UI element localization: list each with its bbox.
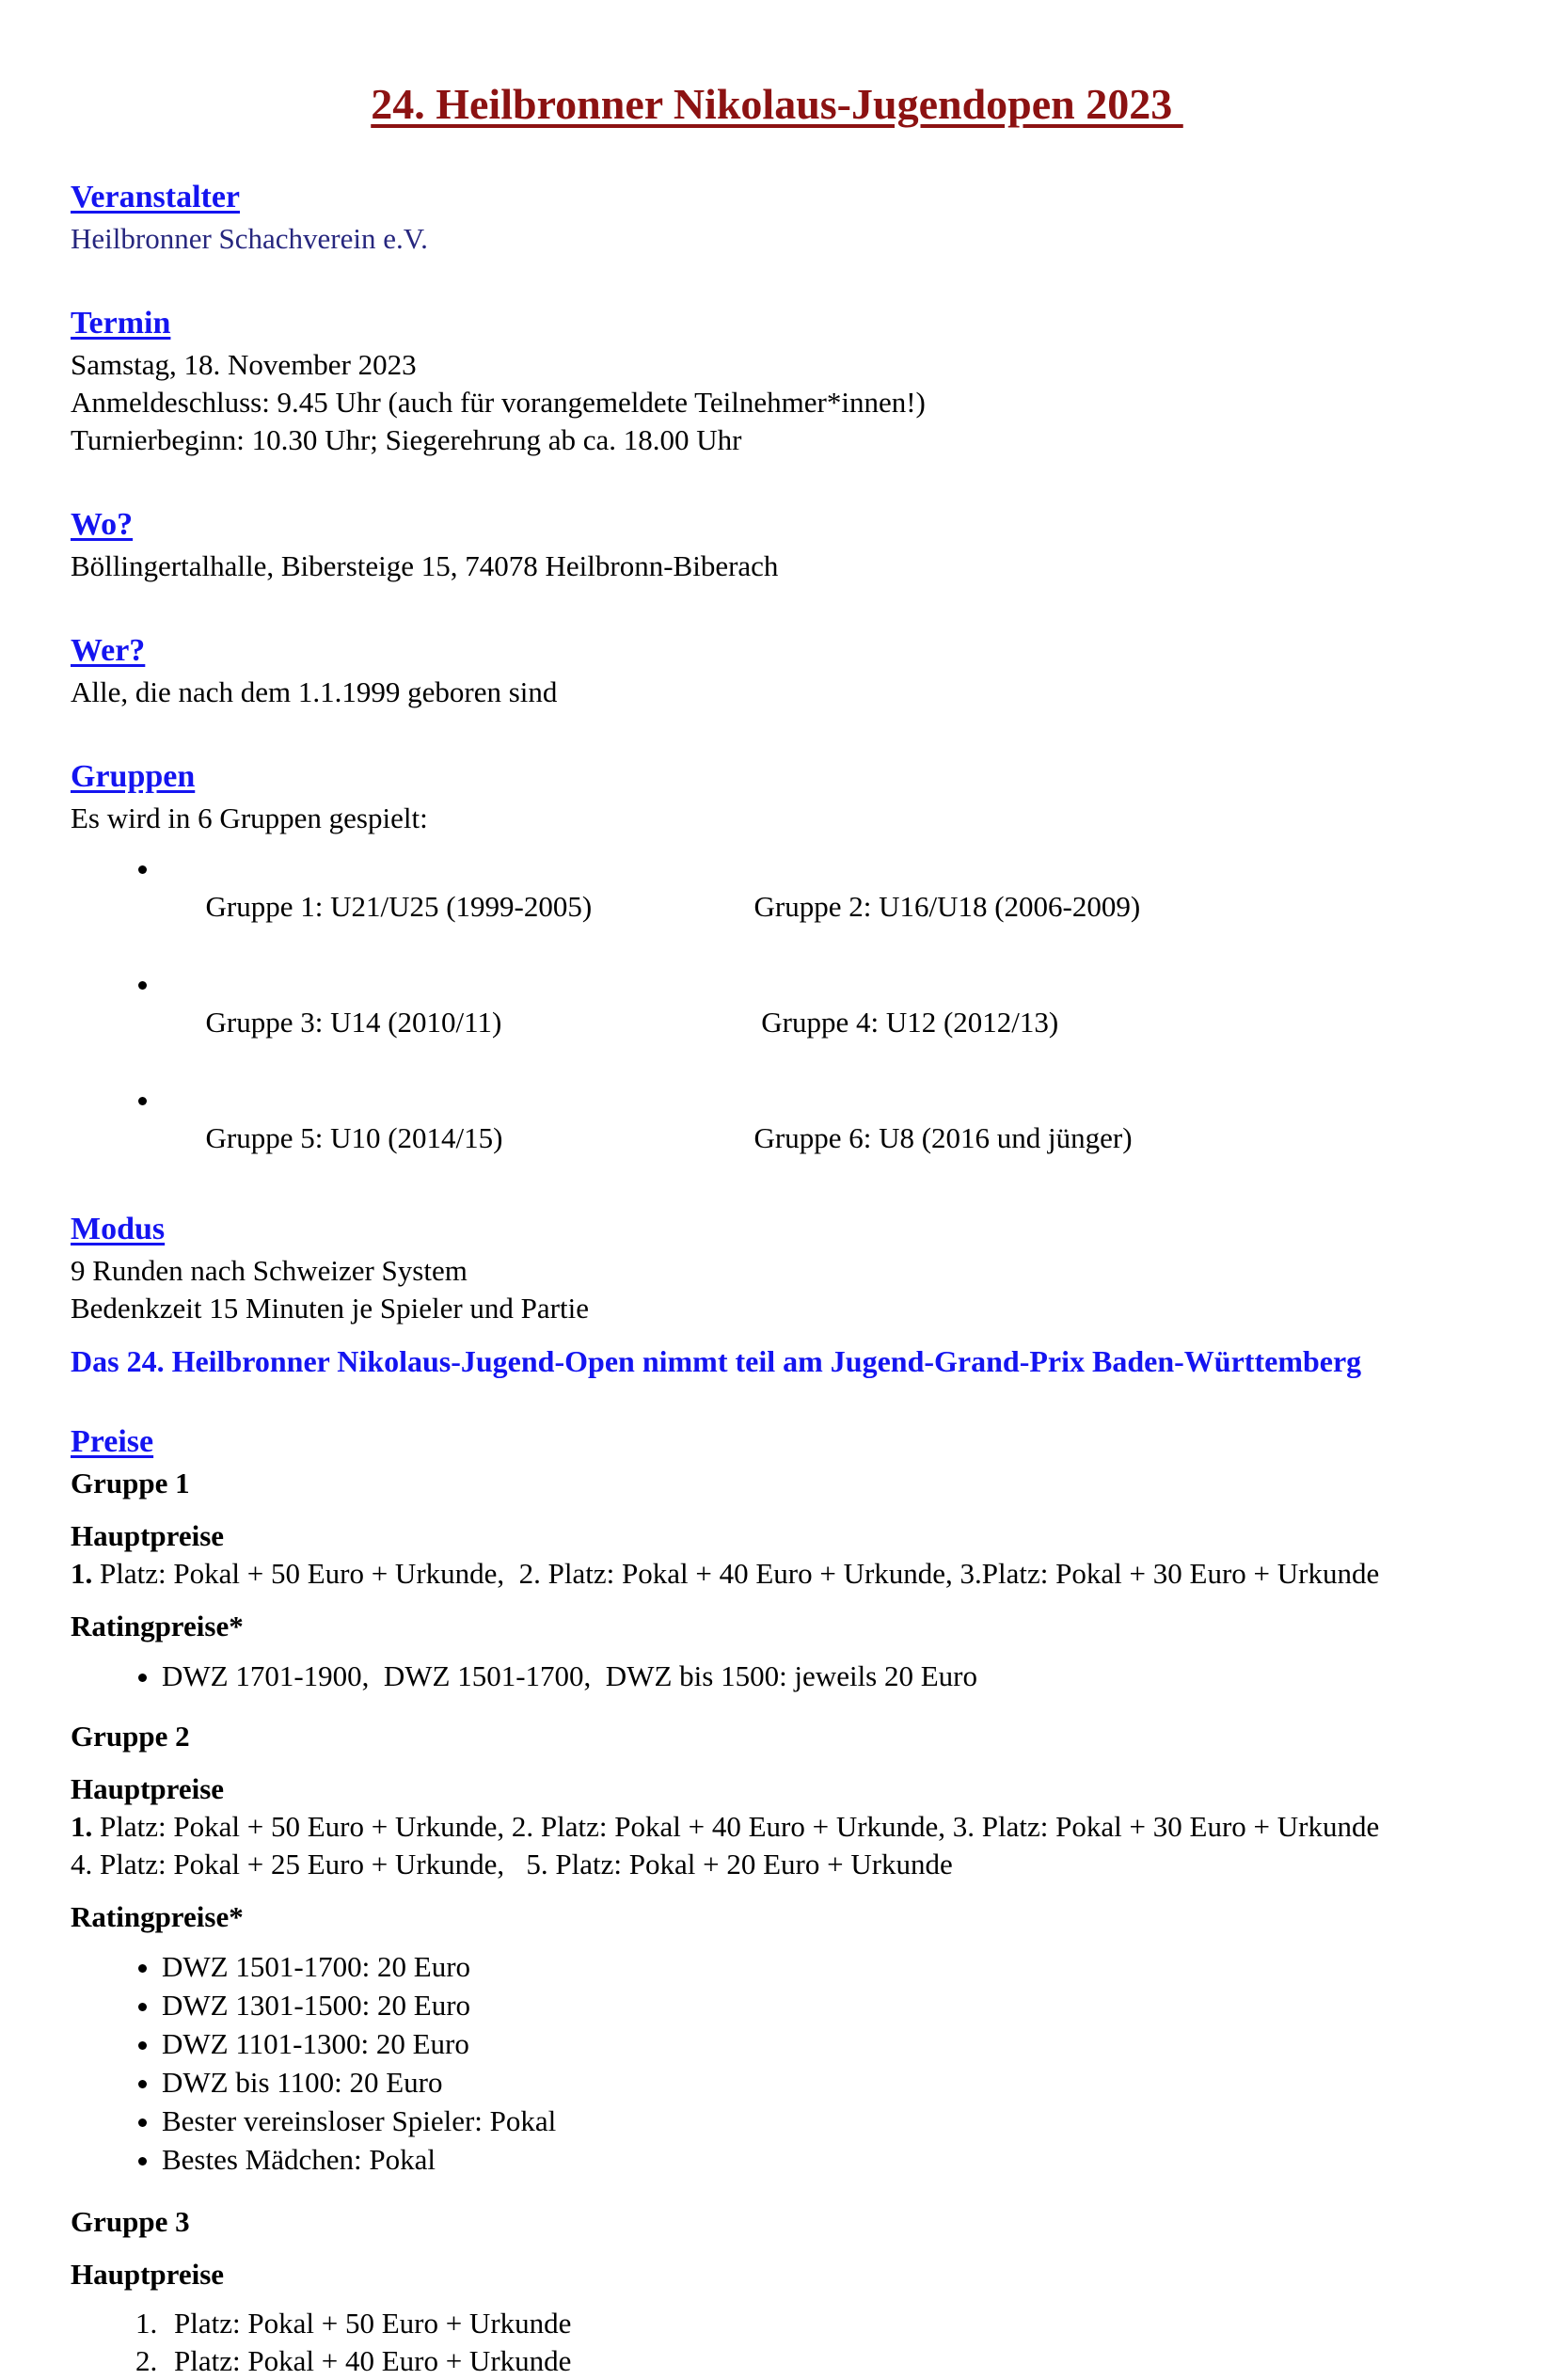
heading-wer: Wer? bbox=[71, 633, 146, 668]
wer-eligibility: Alle, die nach dem 1.1.1999 geboren sind bbox=[71, 675, 558, 708]
gruppe1-ratingpreise-label: Ratingpreise* bbox=[71, 1610, 244, 1642]
gruppe1-hauptpreise-label: Hauptpreise bbox=[71, 1519, 225, 1552]
list-item: • DWZ 1101-1300: 20 Euro bbox=[162, 2024, 1483, 2063]
termin-start-time: Turnierbeginn: 10.30 Uhr; Siegerehrung ab ca. 18.00 Uhr bbox=[71, 423, 742, 456]
list-item bbox=[162, 1080, 1483, 1196]
gruppe-3-label: Gruppe 3: U14 (2010/11) bbox=[205, 1006, 502, 1039]
gruppen-list bbox=[71, 849, 1483, 1196]
gruppe1-first-place-marker: 1. bbox=[71, 1557, 93, 1590]
heading-termin: Termin bbox=[71, 306, 171, 341]
gruppe2-first-place-marker: 1. bbox=[71, 1810, 93, 1843]
list-item bbox=[162, 849, 1483, 964]
gruppe2-hauptpreise-line1 bbox=[71, 1808, 1483, 1846]
gruppe-2-label: Gruppe 2: U16/U18 (2006-2009) bbox=[753, 890, 1141, 923]
heading-modus: Modus bbox=[71, 1212, 166, 1246]
list-item: 1. Platz: Pokal + 50 Euro + Urkunde bbox=[165, 2305, 1483, 2342]
list-item bbox=[162, 964, 1483, 1080]
gruppe-5-label: Gruppe 5: U10 (2014/15) bbox=[205, 1121, 503, 1154]
gruppe-4-label: Gruppe 4: U12 (2012/13) bbox=[753, 1006, 1059, 1039]
gruppe-6-label: Gruppe 6: U8 (2016 und jünger) bbox=[753, 1121, 1133, 1154]
gruppe2-ratingpreise-label: Ratingpreise* bbox=[71, 1900, 244, 1933]
gruppe2-ratingpreise-list bbox=[71, 1947, 1483, 2179]
heading-preise: Preise bbox=[71, 1424, 154, 1459]
gruppe2-title: Gruppe 2 bbox=[71, 1720, 190, 1753]
gruppen-intro: Es wird in 6 Gruppen gespielt: bbox=[71, 801, 428, 834]
list-item: • Bestes Mädchen: Pokal bbox=[162, 2140, 1483, 2179]
gruppe1-ratingpreise-list bbox=[71, 1657, 1483, 1695]
gruppe1-title: Gruppe 1 bbox=[71, 1467, 190, 1499]
gruppe1-hauptpreise-line bbox=[71, 1555, 1483, 1593]
gruppe2-hauptpreise-text: Platz: Pokal + 50 Euro + Urkunde, 2. Platz: Pokal + 40 Euro + Urkunde, 3. Platz: Pokal + 30 Euro + Urkunde bbox=[92, 1810, 1380, 1843]
gruppe3-hauptpreise-label: Hauptpreise bbox=[71, 2258, 225, 2291]
list-item: • Bester vereinsloser Spieler: Pokal bbox=[162, 2102, 1483, 2140]
list-item: • DWZ 1701-1900, DWZ 1501-1700, DWZ bis 1500: jeweils 20 Euro bbox=[162, 1657, 1483, 1695]
gruppe2-hauptpreise-line2: 4. Platz: Pokal + 25 Euro + Urkunde, 5. Platz: Pokal + 20 Euro + Urkunde bbox=[71, 1848, 953, 1880]
modus-rounds: 9 Runden nach Schweizer System bbox=[71, 1254, 468, 1287]
heading-gruppen: Gruppen bbox=[71, 759, 196, 794]
gruppe2-hauptpreise-label: Hauptpreise bbox=[71, 1772, 225, 1805]
gruppe3-hauptpreise-list bbox=[71, 2305, 1483, 2380]
veranstalter-body: Heilbronner Schachverein e.V. bbox=[71, 222, 428, 255]
termin-registration-deadline: Anmeldeschluss: 9.45 Uhr (auch für vorangemeldete Teilnehmer*innen!) bbox=[71, 386, 926, 419]
gruppe3-title: Gruppe 3 bbox=[71, 2205, 190, 2238]
heading-wo: Wo? bbox=[71, 507, 134, 542]
heading-veranstalter: Veranstalter bbox=[71, 180, 241, 214]
modus-time-control: Bedenkzeit 15 Minuten je Spieler und Partie bbox=[71, 1292, 589, 1325]
grandprix-note: Das 24. Heilbronner Nikolaus-Jugend-Open nimmt teil am Jugend-Grand-Prix Baden-Württemberg bbox=[71, 1344, 1362, 1378]
termin-date: Samstag, 18. November 2023 bbox=[71, 348, 417, 381]
wo-address: Böllingertalhalle, Bibersteige 15, 74078 Heilbronn-Biberach bbox=[71, 549, 779, 582]
gruppe-1-label: Gruppe 1: U21/U25 (1999-2005) bbox=[205, 890, 593, 923]
gruppe1-hauptpreise-text: Platz: Pokal + 50 Euro + Urkunde, 2. Platz: Pokal + 40 Euro + Urkunde, 3.Platz: Pokal + 30 Euro + Urkunde bbox=[92, 1557, 1380, 1590]
list-item: • DWZ 1301-1500: 20 Euro bbox=[162, 1986, 1483, 2024]
list-item: • DWZ bis 1100: 20 Euro bbox=[162, 2063, 1483, 2102]
list-item: • DWZ 1501-1700: 20 Euro bbox=[162, 1947, 1483, 1986]
list-item: 2. Platz: Pokal + 40 Euro + Urkunde bbox=[165, 2342, 1483, 2380]
document-title: 24. Heilbronner Nikolaus-Jugendopen 2023 bbox=[371, 80, 1183, 128]
